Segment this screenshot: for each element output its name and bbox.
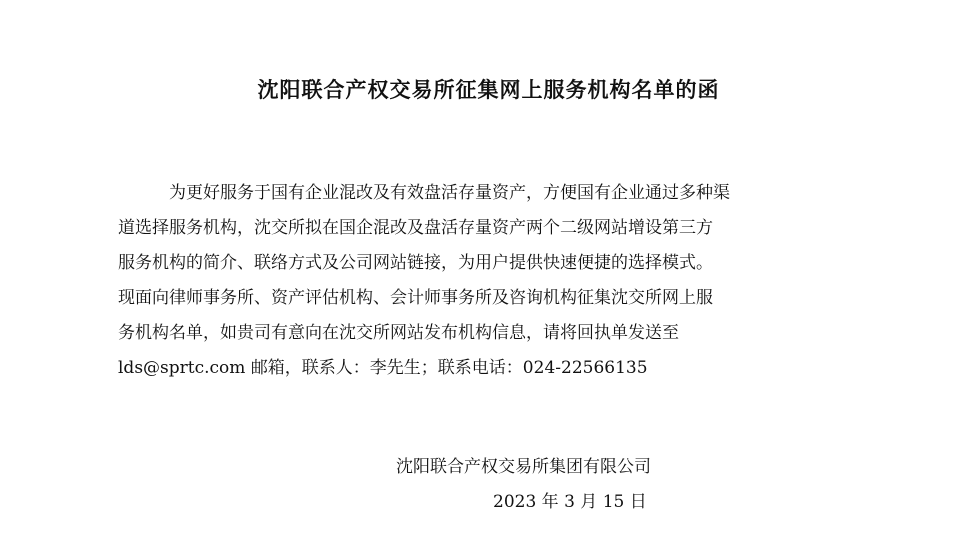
body-line: 现面向律师事务所、资产评估机构、会计师事务所及咨询机构征集沈交所网上服 — [118, 288, 713, 308]
document-body — [118, 176, 838, 386]
body-line: 服务机构的简介、联络方式及公司网站链接，为用户提供快速便捷的选择模式。 — [118, 253, 713, 273]
body-line: 务机构名单，如贵司有意向在沈交所网站发布机构信息，请将回执单发送至 — [118, 323, 679, 343]
signature-company: 沈阳联合产权交易所集团有限公司 — [396, 457, 651, 477]
document-title: 沈阳联合产权交易所征集网上服务机构名单的函 — [257, 77, 720, 102]
signature-date: 2023 年 3 月 15 日 — [493, 492, 647, 512]
body-line: 道选择服务机构，沈交所拟在国企混改及盘活存量资产两个二级网站增设第三方 — [118, 218, 713, 238]
body-line-contact: lds@sprtc.com 邮箱，联系人：李先生；联系电话：024-22566135 — [118, 358, 648, 378]
body-line: 为更好服务于国有企业混改及有效盘活存量资产，方便国有企业通过多种渠 — [169, 183, 730, 203]
